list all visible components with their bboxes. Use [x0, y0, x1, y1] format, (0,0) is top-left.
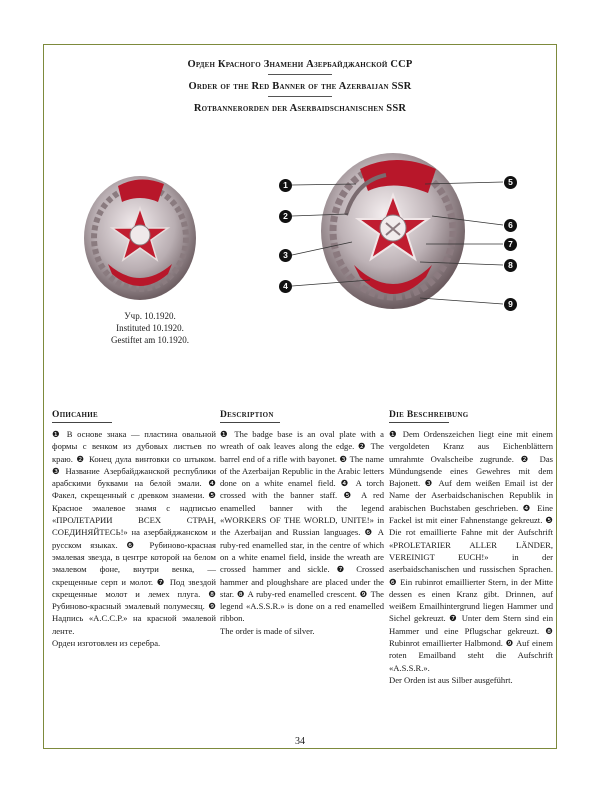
page-number: 34 — [295, 736, 305, 747]
callout-marker-8: 8 — [504, 259, 517, 272]
description-column-english — [220, 410, 384, 637]
description-text: ❶ Dem Ordenszeichen liegt eine mit einem vergoldeten Kranz aus Eichenblättern umrahmte Ovalscheibe zugrunde. ❷ Das Mündungsende eines Gewehres mit dem Bajonett. ❸ Auf dem weißen Email ist der Name der Aserbaidschanischen Republik in arabischen Buchstaben geschrieben. ❹ Eine Fackel ist mit einer Fahnenstange gekreuzt. ❺ Die rot emaillierte Fahne mit der Aufschrift «PROLETARIER ALLER LÄNDER, VEREINIGT EUCH!» in der aserbaidschanischen und russischen Sprachen. ❻ Ein rubinrot emaillierter Stern, in der Mitte dessen es einen Kranz gibt. Drinnen, auf weißem Emailhintergrund liegen Hammer und Sichel gekreuzt. ❼ Unter dem Stern sind ein Hammer und eine Pflugschar gekreuzt. ❽ Rubinrot emaillierter Halbmond. ❾ Auf einem roten Emailband steht die Aufschrift «A.S.S.R.». — [389, 429, 553, 673]
caption-english: Instituted 10.1920. — [116, 323, 184, 333]
description-text: ❶ The badge base is an oval plate with a wreath of oak leaves along the edge. ❷ The barrel end of a rifle with bayonet. ❸ The name of the Azerbaijan Republic in the Arabic letters done on a white enamel field. ❹ A torch crossed with the banner staff. ❺ A red enamelled banner with the legend «WORKERS OF THE WORLD, UNITE!» in the Azerbaijan and Russian languages. ❻ A ruby-red enamelled star, in the centre of which on a white enamel field, inside the wreath are crossed hammer and sickle. ❼ Crossed hammer and ploughshare are placed under the star. ❽ A ruby-red enamelled crescent. ❾ The legend «A.S.S.R.» is done on a red enamelled ribbon. — [220, 429, 384, 624]
material-note: The order is made of silver. — [220, 625, 315, 636]
callout-marker-6: 6 — [504, 219, 517, 232]
title-russian: Орден Красного Знамени Азербайджанской ССР — [187, 59, 413, 70]
callout-marker-3: 3 — [279, 249, 292, 262]
caption-german: Gestiftet am 10.1920. — [111, 335, 189, 345]
material-note: Орден изготовлен из серебра. — [52, 638, 161, 649]
callout-marker-2: 2 — [279, 210, 292, 223]
column-body — [220, 428, 384, 637]
column-body — [389, 428, 553, 686]
callout-marker-4: 4 — [279, 280, 292, 293]
description-column-russian — [52, 410, 216, 649]
callout-marker-9: 9 — [504, 298, 517, 311]
column-body — [52, 428, 216, 649]
column-heading: Описание — [52, 410, 112, 423]
description-text: ❶ В основе знака — пластина овальной формы с венком из дубовых листьев по краю. ❷ Конец дула винтовки со штыком. ❸ Название Азербайджанской республики арабскими буквами на белой эмали. ❹ Факел, скрещенный с древком знамени. ❺ Красное эмалевое знамя с надписью «ПРОЛЕТАРИИ ВСЕХ СТРАН, СОЕДИНЯЙТЕСЬ!» на азербайджанском и русском языках. ❻ Рубиново-красная эмалевая звезда, в центре которой на белом эмалевом фоне, внутри венка, — скрещенные серп и молот. ❼ Под звездой скрещенные молот и лемех плуга. ❽ Рубиново-красный эмалевый полумесяц. ❾ Надпись «А.С.С.Р.» на красной эмалевой ленте. — [52, 429, 216, 636]
material-note: Der Orden ist aus Silber ausgeführt. — [389, 674, 513, 685]
title-german: Rotbannerorden der Aserbaidschanischen SSR — [193, 103, 407, 114]
callout-marker-7: 7 — [504, 238, 517, 251]
title-english: Order of the Red Banner of the Azerbaijan SSR — [188, 81, 412, 92]
callout-marker-1: 1 — [279, 179, 292, 192]
column-heading: Description — [220, 410, 280, 423]
column-heading: Die Beschreibung — [389, 410, 449, 423]
description-column-german — [389, 410, 553, 686]
caption-russian: Учр. 10.1920. — [124, 311, 176, 321]
callout-marker-5: 5 — [504, 176, 517, 189]
